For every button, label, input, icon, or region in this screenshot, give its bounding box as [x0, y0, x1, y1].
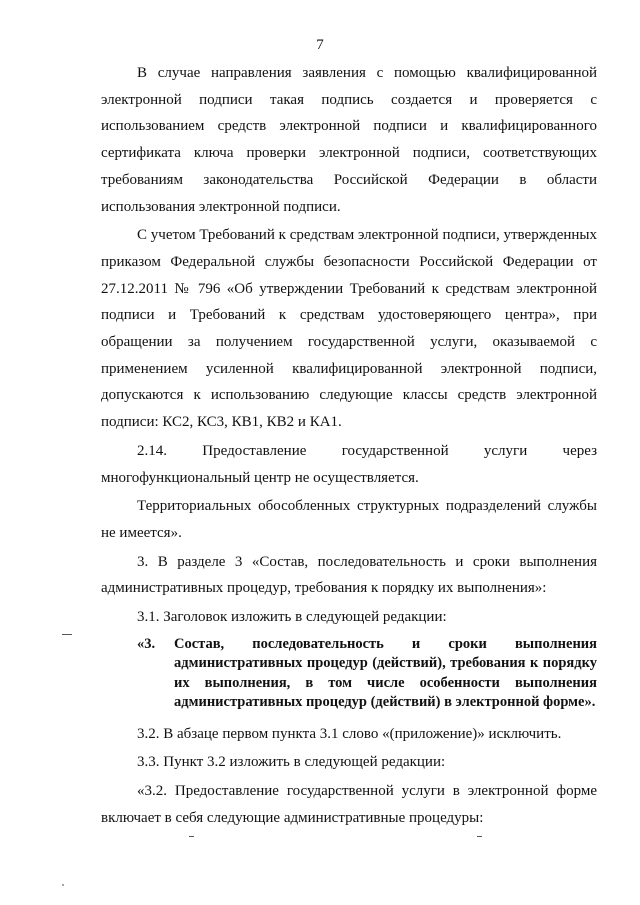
margin-mark	[477, 836, 482, 837]
margin-mark	[62, 634, 72, 635]
paragraph-qualified-signature: В случае направления заявления с помощью квалифицированной электронной подписи такая подпись создается и проверяется с использованием средств электронной подписи и квалифицированного сертификата ключа проверки электронной подписи, соответствующих требованиям законодательства Российской Федерации в области использования электронной подписи.	[101, 65, 597, 215]
paragraph-2-14: 2.14. Предоставление государственной услуги через многофункциональный центр не осуществляется.	[101, 442, 597, 486]
paragraph-3-1: 3.1. Заголовок изложить в следующей редакции:	[137, 609, 447, 626]
page-number: 7	[316, 37, 324, 53]
paragraph-territorial-divisions: Территориальных обособленных структурных подразделений службы не имеется».	[101, 498, 597, 541]
scan-speck	[62, 884, 64, 886]
paragraph-section-3: 3. В разделе 3 «Состав, последовательность и сроки выполнения административных процедур, требования к порядку их выполнения»:	[101, 553, 597, 597]
margin-mark	[189, 836, 194, 837]
quoted-heading-number: «3.	[137, 635, 156, 652]
paragraph-3-3: 3.3. Пункт 3.2 изложить в следующей редакции:	[137, 754, 446, 771]
quoted-heading-text: Состав, последовательность и сроки выполнения административных процедур (действий), требования к порядку их выполнения, в том числе особенности выполнения административных процедур (действий) в электронной форме».	[174, 635, 597, 711]
paragraph-quoted-3-2: «3.2. Предоставление государственной услуги в электронной форме включает в себя следующие административные процедуры:	[101, 783, 597, 826]
quoted-section-heading	[101, 635, 597, 713]
document-body	[101, 60, 597, 832]
paragraph-3-2: 3.2. В абзаце первом пункта 3.1 слово «(приложение)» исключить.	[137, 725, 562, 742]
paragraph-signature-requirements: С учетом Требований к средствам электронной подписи, утвержденных приказом Федеральной службы безопасности Российской Федерации от 27.12.2011 № 796 «Об утверждении Требований к средствам электронной подписи и Требований к средствам удостоверяющего центра», при обращении за получением государственной услуги, оказываемой с применением усиленной квалифицированной электронной подписи, допускаются к использованию следующие классы средств электронной подписи: КС2, КС3, КВ1, КВ2 и КА1.	[101, 227, 597, 431]
